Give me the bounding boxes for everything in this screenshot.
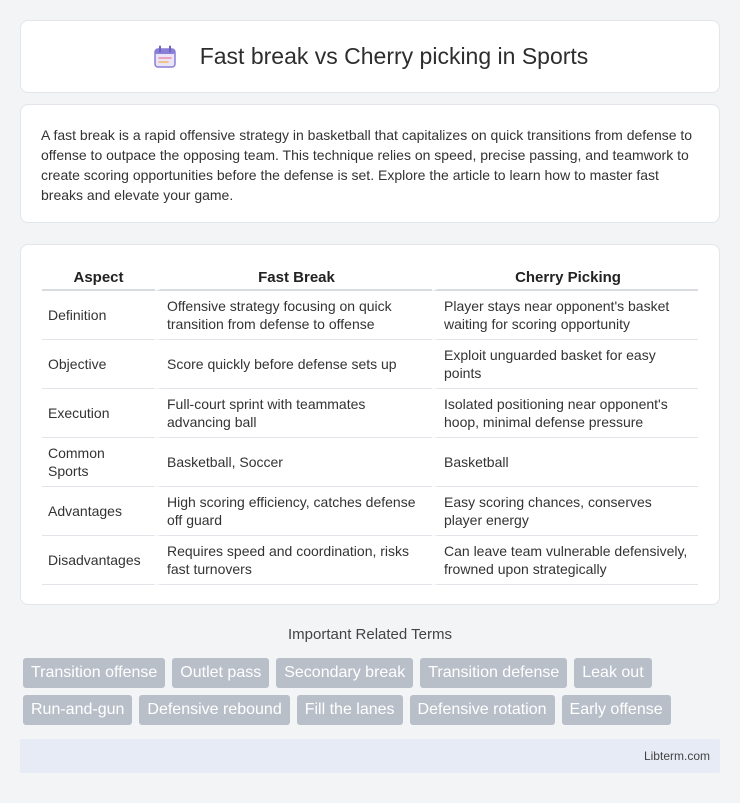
table-cell-cherry-picking: Player stays near opponent's basket waiting for scoring opportunity bbox=[432, 291, 698, 340]
table-cell-fast-break: Requires speed and coordination, risks fast turnovers bbox=[155, 536, 432, 585]
related-term-tag[interactable]: Outlet pass bbox=[172, 658, 269, 688]
intro-paragraph: A fast break is a rapid offensive strategy in basketball that capitalizes on quick transitions from defense to offense to outpace the opposing team. This technique relies on speed, precise passing, and teamwork to create scoring opportunities before the defense is set. Explore the article to learn how to master fast breaks and elevate your game. bbox=[41, 127, 693, 203]
table-row bbox=[42, 291, 698, 340]
table-cell-cherry-picking: Exploit unguarded basket for easy points bbox=[432, 340, 698, 389]
table-cell-aspect: Definition bbox=[42, 291, 155, 340]
footer bbox=[20, 739, 720, 773]
table-row bbox=[42, 536, 698, 585]
related-term-tag[interactable]: Transition defense bbox=[420, 658, 567, 688]
table-cell-aspect: Execution bbox=[42, 389, 155, 438]
table-row bbox=[42, 487, 698, 536]
related-term-tag[interactable]: Early offense bbox=[562, 695, 671, 725]
related-term-tag[interactable]: Run-and-gun bbox=[23, 695, 132, 725]
header-card bbox=[20, 20, 720, 93]
comparison-table-card bbox=[20, 244, 720, 605]
table-row bbox=[42, 389, 698, 438]
table-cell-fast-break: High scoring efficiency, catches defense off guard bbox=[155, 487, 432, 536]
table-cell-aspect: Disadvantages bbox=[42, 536, 155, 585]
table-cell-aspect: Common Sports bbox=[42, 438, 155, 487]
related-term-tag[interactable]: Defensive rotation bbox=[410, 695, 555, 725]
table-row bbox=[42, 340, 698, 389]
table-cell-cherry-picking: Basketball bbox=[432, 438, 698, 487]
table-cell-cherry-picking: Isolated positioning near opponent's hoop, minimal defense pressure bbox=[432, 389, 698, 438]
table-cell-cherry-picking: Easy scoring chances, conserves player energy bbox=[432, 487, 698, 536]
related-term-tag[interactable]: Transition offense bbox=[23, 658, 165, 688]
related-term-tag[interactable]: Leak out bbox=[574, 658, 651, 688]
table-cell-fast-break: Offensive strategy focusing on quick transition from defense to offense bbox=[155, 291, 432, 340]
column-header-fast-break: Fast Break bbox=[155, 264, 432, 291]
comparison-table bbox=[42, 264, 698, 585]
related-term-tag[interactable]: Fill the lanes bbox=[297, 695, 403, 725]
table-cell-fast-break: Score quickly before defense sets up bbox=[155, 340, 432, 389]
related-term-tag[interactable]: Defensive rebound bbox=[139, 695, 289, 725]
footer-brand-link[interactable]: Libterm.com bbox=[643, 749, 710, 763]
related-terms-row bbox=[23, 658, 723, 688]
table-row bbox=[42, 438, 698, 487]
column-header-cherry-picking: Cherry Picking bbox=[432, 264, 698, 291]
table-cell-fast-break: Basketball, Soccer bbox=[155, 438, 432, 487]
related-terms-heading: Important Related Terms bbox=[288, 626, 452, 643]
table-cell-aspect: Objective bbox=[42, 340, 155, 389]
page-title: Fast break vs Cherry picking in Sports bbox=[199, 43, 589, 69]
related-term-tag[interactable]: Secondary break bbox=[276, 658, 413, 688]
intro-card bbox=[20, 104, 720, 223]
table-header-row bbox=[42, 264, 698, 291]
table-cell-cherry-picking: Can leave team vulnerable defensively, frowned upon strategically bbox=[432, 536, 698, 585]
calendar-icon bbox=[152, 44, 178, 70]
table-cell-fast-break: Full-court sprint with teammates advancing ball bbox=[155, 389, 432, 438]
related-terms-list bbox=[23, 658, 723, 732]
column-header-aspect: Aspect bbox=[42, 264, 155, 291]
related-terms-row bbox=[23, 695, 723, 725]
table-cell-aspect: Advantages bbox=[42, 487, 155, 536]
